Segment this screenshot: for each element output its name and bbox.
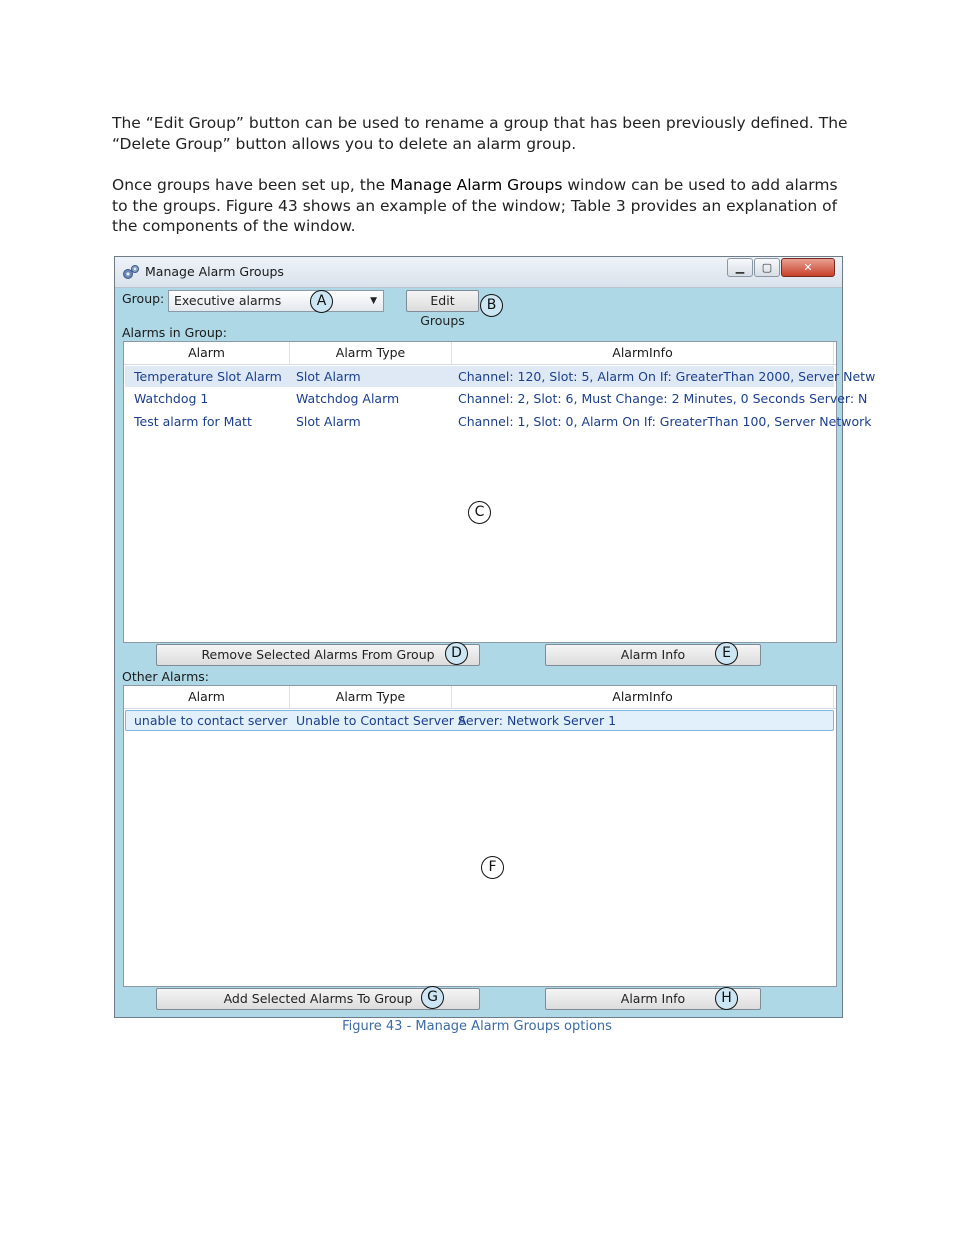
alarm-info-cell: Channel: 2, Slot: 6, Must Change: 2 Minutes, 0 Seconds Server: N bbox=[458, 391, 868, 406]
add-selected-alarms-button[interactable]: Add Selected Alarms To Group bbox=[156, 988, 480, 1010]
manage-alarm-groups-window bbox=[114, 256, 876, 1018]
table-row[interactable] bbox=[125, 411, 872, 432]
callout-b: B bbox=[480, 294, 503, 317]
list-header bbox=[124, 342, 836, 365]
intro-text: The “Edit Group” button can be used to rename a group that has been previously defined. The “Delete Group” button allows you to delete an alarm group. bbox=[112, 114, 848, 153]
column-header-alarm[interactable]: Alarm bbox=[124, 686, 290, 708]
intro-paragraph bbox=[112, 113, 852, 154]
callout-g: G bbox=[421, 986, 444, 1009]
app-gear-icon bbox=[122, 264, 140, 280]
alarm-info-button-bottom[interactable]: Alarm Info bbox=[545, 988, 761, 1010]
alarm-info-button-top[interactable]: Alarm Info bbox=[545, 644, 761, 666]
callout-h: H bbox=[715, 987, 738, 1010]
column-header-alarm-info[interactable]: AlarmInfo bbox=[452, 686, 834, 708]
minimize-button[interactable]: ▁ bbox=[727, 258, 753, 277]
table-row[interactable] bbox=[125, 710, 834, 731]
remove-selected-alarms-button[interactable]: Remove Selected Alarms From Group bbox=[156, 644, 480, 666]
window-name-reference: Manage Alarm Groups bbox=[390, 176, 563, 194]
alarm-cell: Temperature Slot Alarm bbox=[134, 369, 282, 384]
alarm-info-cell: Channel: 120, Slot: 5, Alarm On If: GreaterThan 2000, Server Netw bbox=[458, 369, 876, 384]
callout-e: E bbox=[715, 642, 738, 665]
alarm-cell: unable to contact server bbox=[134, 713, 288, 728]
group-dropdown[interactable] bbox=[168, 290, 384, 312]
groups-paragraph bbox=[112, 175, 852, 237]
alarms-in-group-label: Alarms in Group: bbox=[122, 325, 227, 340]
column-header-alarm[interactable]: Alarm bbox=[124, 342, 290, 364]
groups-text-start: Once groups have been set up, the bbox=[112, 176, 391, 194]
alarm-type-cell: Slot Alarm bbox=[296, 369, 361, 384]
callout-a: A bbox=[310, 290, 333, 313]
title-bar[interactable] bbox=[115, 257, 842, 288]
alarm-info-cell: Server: Network Server 1 bbox=[458, 713, 617, 728]
maximize-button[interactable]: ▢ bbox=[754, 258, 780, 277]
callout-f: F bbox=[481, 856, 504, 879]
alarm-type-cell: Unable to Contact Server A bbox=[296, 713, 467, 728]
group-label: Group: bbox=[122, 291, 165, 306]
alarm-cell: Test alarm for Matt bbox=[134, 414, 252, 429]
group-dropdown-value: Executive alarms bbox=[174, 293, 282, 308]
window-title: Manage Alarm Groups bbox=[145, 264, 284, 279]
column-header-alarm-type[interactable]: Alarm Type bbox=[290, 342, 452, 364]
chevron-down-icon: ▼ bbox=[370, 296, 377, 306]
other-alarms-list[interactable] bbox=[123, 685, 837, 987]
column-header-alarm-info[interactable]: AlarmInfo bbox=[452, 342, 834, 364]
figure-caption: Figure 43 - Manage Alarm Groups options bbox=[342, 1019, 612, 1034]
alarm-type-cell: Slot Alarm bbox=[296, 414, 361, 429]
list-header bbox=[124, 686, 836, 709]
groups-text-end: window can be used to add alarms to the groups. Figure 43 shows an example of the window; Table 3 provides an explanation of the components of the window. bbox=[112, 176, 838, 235]
alarm-info-cell: Channel: 1, Slot: 0, Alarm On If: GreaterThan 100, Server Network bbox=[458, 414, 872, 429]
table-row[interactable] bbox=[125, 388, 868, 409]
alarms-in-group-list[interactable] bbox=[123, 341, 876, 643]
callout-c: C bbox=[468, 501, 491, 524]
callout-d: D bbox=[445, 642, 468, 665]
other-alarms-label: Other Alarms: bbox=[122, 669, 209, 684]
alarm-cell: Watchdog 1 bbox=[134, 391, 209, 406]
alarm-type-cell: Watchdog Alarm bbox=[296, 391, 400, 406]
close-button[interactable]: ✕ bbox=[781, 258, 835, 277]
column-header-alarm-type[interactable]: Alarm Type bbox=[290, 686, 452, 708]
table-row[interactable] bbox=[125, 366, 876, 387]
edit-groups-button[interactable]: Edit Groups bbox=[406, 290, 479, 312]
